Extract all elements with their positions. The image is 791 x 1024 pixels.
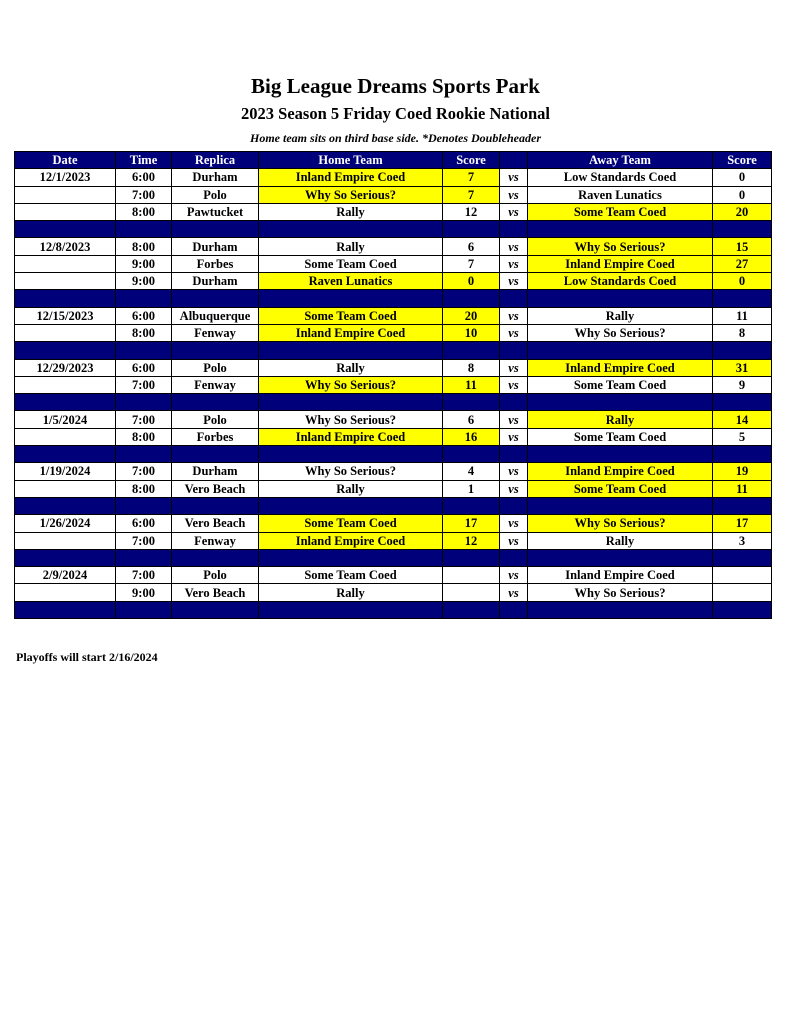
separator-cell xyxy=(116,601,172,618)
column-header-vs xyxy=(500,152,528,169)
home-team-cell: Inland Empire Coed xyxy=(259,324,443,341)
separator-cell xyxy=(15,342,116,359)
replica-field-cell: Albuquerque xyxy=(172,307,259,324)
game-row xyxy=(15,428,772,445)
separator-cell xyxy=(528,446,713,463)
away-team-cell: Rally xyxy=(528,532,713,549)
time-cell: 8:00 xyxy=(116,428,172,445)
time-cell: 7:00 xyxy=(116,411,172,428)
date-cell xyxy=(15,203,116,220)
home-score-cell: 12 xyxy=(443,532,500,549)
separator-cell xyxy=(443,394,500,411)
away-score-cell: 8 xyxy=(713,324,772,341)
replica-field-cell: Vero Beach xyxy=(172,480,259,497)
separator-cell xyxy=(443,446,500,463)
playoffs-note: Playoffs will start 2/16/2024 xyxy=(16,650,158,664)
home-team-cell: Raven Lunatics xyxy=(259,273,443,290)
separator-cell xyxy=(443,290,500,307)
separator-cell xyxy=(172,549,259,566)
separator-cell xyxy=(259,221,443,238)
separator-cell xyxy=(259,290,443,307)
separator-cell xyxy=(713,446,772,463)
away-team-cell: Some Team Coed xyxy=(528,480,713,497)
game-row xyxy=(15,532,772,549)
date-cell xyxy=(15,532,116,549)
replica-field-cell: Polo xyxy=(172,411,259,428)
away-team-cell: Why So Serious? xyxy=(528,515,713,532)
date-cell xyxy=(15,376,116,393)
game-row xyxy=(15,359,772,376)
time-cell: 7:00 xyxy=(116,186,172,203)
separator-cell xyxy=(116,549,172,566)
game-row xyxy=(15,273,772,290)
away-score-cell: 0 xyxy=(713,186,772,203)
away-score-cell: 19 xyxy=(713,463,772,480)
away-team-cell: Inland Empire Coed xyxy=(528,567,713,584)
separator-cell xyxy=(15,221,116,238)
away-team-cell: Inland Empire Coed xyxy=(528,359,713,376)
game-row xyxy=(15,463,772,480)
home-score-cell: 7 xyxy=(443,169,500,186)
replica-field-cell: Durham xyxy=(172,273,259,290)
away-team-cell: Some Team Coed xyxy=(528,376,713,393)
away-team-cell: Why So Serious? xyxy=(528,238,713,255)
separator-cell xyxy=(528,394,713,411)
away-team-cell: Low Standards Coed xyxy=(528,169,713,186)
separator-cell xyxy=(500,290,528,307)
separator-cell xyxy=(259,342,443,359)
separator-cell xyxy=(172,221,259,238)
date-cell xyxy=(15,324,116,341)
separator-cell xyxy=(116,497,172,514)
separator-cell xyxy=(500,342,528,359)
date-cell: 12/15/2023 xyxy=(15,307,116,324)
home-team-cell: Some Team Coed xyxy=(259,255,443,272)
away-team-cell: Raven Lunatics xyxy=(528,186,713,203)
game-row xyxy=(15,307,772,324)
replica-field-cell: Durham xyxy=(172,169,259,186)
separator-cell xyxy=(500,601,528,618)
separator-cell xyxy=(172,601,259,618)
replica-field-cell: Forbes xyxy=(172,428,259,445)
date-cell xyxy=(15,273,116,290)
separator-cell xyxy=(500,446,528,463)
separator-cell xyxy=(443,221,500,238)
away-score-cell xyxy=(713,584,772,601)
away-score-cell: 31 xyxy=(713,359,772,376)
separator-cell xyxy=(713,221,772,238)
column-header-home-team: Home Team xyxy=(259,152,443,169)
separator-cell xyxy=(15,446,116,463)
separator-cell xyxy=(172,342,259,359)
time-cell: 7:00 xyxy=(116,532,172,549)
replica-field-cell: Durham xyxy=(172,463,259,480)
separator-cell xyxy=(713,601,772,618)
separator-cell xyxy=(259,446,443,463)
away-score-cell: 5 xyxy=(713,428,772,445)
game-row xyxy=(15,584,772,601)
home-team-cell: Rally xyxy=(259,480,443,497)
date-cell xyxy=(15,480,116,497)
separator-cell xyxy=(500,497,528,514)
week-separator-row xyxy=(15,290,772,307)
week-separator-row xyxy=(15,549,772,566)
week-separator-row xyxy=(15,394,772,411)
replica-field-cell: Polo xyxy=(172,567,259,584)
column-header-replica: Replica xyxy=(172,152,259,169)
away-team-cell: Rally xyxy=(528,307,713,324)
away-team-cell: Low Standards Coed xyxy=(528,273,713,290)
game-row xyxy=(15,376,772,393)
replica-field-cell: Durham xyxy=(172,238,259,255)
vs-cell: vs xyxy=(500,238,528,255)
vs-cell: vs xyxy=(500,428,528,445)
separator-cell xyxy=(713,549,772,566)
home-score-cell: 1 xyxy=(443,480,500,497)
column-header-date: Date xyxy=(15,152,116,169)
separator-cell xyxy=(15,549,116,566)
home-score-cell: 0 xyxy=(443,273,500,290)
vs-cell: vs xyxy=(500,255,528,272)
separator-cell xyxy=(443,497,500,514)
home-score-cell: 11 xyxy=(443,376,500,393)
away-score-cell: 3 xyxy=(713,532,772,549)
date-cell xyxy=(15,255,116,272)
home-score-cell: 7 xyxy=(443,186,500,203)
vs-cell: vs xyxy=(500,169,528,186)
time-cell: 8:00 xyxy=(116,480,172,497)
away-score-cell: 17 xyxy=(713,515,772,532)
vs-cell: vs xyxy=(500,307,528,324)
game-row xyxy=(15,238,772,255)
date-cell xyxy=(15,584,116,601)
home-team-cell: Some Team Coed xyxy=(259,515,443,532)
replica-field-cell: Fenway xyxy=(172,324,259,341)
separator-cell xyxy=(528,601,713,618)
date-cell: 1/19/2024 xyxy=(15,463,116,480)
home-score-cell: 7 xyxy=(443,255,500,272)
schedule-body xyxy=(15,169,772,619)
away-score-cell: 0 xyxy=(713,169,772,186)
time-cell: 6:00 xyxy=(116,169,172,186)
vs-cell: vs xyxy=(500,515,528,532)
vs-cell: vs xyxy=(500,480,528,497)
page-title: Big League Dreams Sports Park xyxy=(251,74,540,98)
time-cell: 7:00 xyxy=(116,567,172,584)
away-score-cell: 9 xyxy=(713,376,772,393)
home-team-cell: Rally xyxy=(259,238,443,255)
home-team-cell: Why So Serious? xyxy=(259,376,443,393)
game-row xyxy=(15,480,772,497)
column-header-time: Time xyxy=(116,152,172,169)
week-separator-row xyxy=(15,221,772,238)
home-score-cell: 4 xyxy=(443,463,500,480)
date-cell: 12/1/2023 xyxy=(15,169,116,186)
vs-cell: vs xyxy=(500,463,528,480)
replica-field-cell: Polo xyxy=(172,186,259,203)
away-score-cell: 0 xyxy=(713,273,772,290)
week-separator-row xyxy=(15,497,772,514)
separator-cell xyxy=(713,290,772,307)
away-score-cell: 11 xyxy=(713,307,772,324)
game-row xyxy=(15,567,772,584)
home-score-cell: 20 xyxy=(443,307,500,324)
vs-cell: vs xyxy=(500,359,528,376)
separator-cell xyxy=(500,549,528,566)
home-team-cell: Rally xyxy=(259,359,443,376)
schedule-note: Home team sits on third base side. *Denotes Doubleheader xyxy=(250,131,541,145)
home-score-cell xyxy=(443,584,500,601)
vs-cell: vs xyxy=(500,273,528,290)
separator-cell xyxy=(259,601,443,618)
home-team-cell: Why So Serious? xyxy=(259,186,443,203)
separator-cell xyxy=(528,549,713,566)
replica-field-cell: Vero Beach xyxy=(172,584,259,601)
separator-cell xyxy=(500,394,528,411)
time-cell: 9:00 xyxy=(116,273,172,290)
separator-cell xyxy=(15,290,116,307)
separator-cell xyxy=(528,497,713,514)
home-score-cell: 6 xyxy=(443,238,500,255)
time-cell: 6:00 xyxy=(116,359,172,376)
page-subtitle: 2023 Season 5 Friday Coed Rookie National xyxy=(241,104,550,123)
separator-cell xyxy=(172,497,259,514)
home-team-cell: Rally xyxy=(259,203,443,220)
game-row xyxy=(15,324,772,341)
vs-cell: vs xyxy=(500,532,528,549)
separator-cell xyxy=(116,394,172,411)
week-separator-row xyxy=(15,342,772,359)
date-cell: 12/8/2023 xyxy=(15,238,116,255)
time-cell: 8:00 xyxy=(116,324,172,341)
separator-cell xyxy=(116,342,172,359)
home-team-cell: Why So Serious? xyxy=(259,411,443,428)
home-team-cell: Inland Empire Coed xyxy=(259,532,443,549)
separator-cell xyxy=(15,497,116,514)
separator-cell xyxy=(259,549,443,566)
separator-cell xyxy=(116,290,172,307)
home-score-cell: 16 xyxy=(443,428,500,445)
home-team-cell: Why So Serious? xyxy=(259,463,443,480)
away-score-cell: 11 xyxy=(713,480,772,497)
home-score-cell: 17 xyxy=(443,515,500,532)
separator-cell xyxy=(713,342,772,359)
column-header-home-score: Score xyxy=(443,152,500,169)
schedule-table xyxy=(14,151,772,619)
time-cell: 8:00 xyxy=(116,203,172,220)
away-team-cell: Why So Serious? xyxy=(528,324,713,341)
home-score-cell: 12 xyxy=(443,203,500,220)
separator-cell xyxy=(172,446,259,463)
time-cell: 8:00 xyxy=(116,238,172,255)
home-team-cell: Inland Empire Coed xyxy=(259,169,443,186)
vs-cell: vs xyxy=(500,411,528,428)
vs-cell: vs xyxy=(500,186,528,203)
date-cell: 1/5/2024 xyxy=(15,411,116,428)
vs-cell: vs xyxy=(500,203,528,220)
replica-field-cell: Vero Beach xyxy=(172,515,259,532)
time-cell: 7:00 xyxy=(116,463,172,480)
replica-field-cell: Pawtucket xyxy=(172,203,259,220)
separator-cell xyxy=(443,342,500,359)
header-row xyxy=(15,152,772,169)
separator-cell xyxy=(528,290,713,307)
time-cell: 9:00 xyxy=(116,255,172,272)
week-separator-row xyxy=(15,601,772,618)
away-team-cell: Inland Empire Coed xyxy=(528,255,713,272)
game-row xyxy=(15,515,772,532)
home-team-cell: Rally xyxy=(259,584,443,601)
separator-cell xyxy=(259,394,443,411)
separator-cell xyxy=(713,497,772,514)
separator-cell xyxy=(116,221,172,238)
separator-cell xyxy=(713,394,772,411)
replica-field-cell: Forbes xyxy=(172,255,259,272)
time-cell: 6:00 xyxy=(116,515,172,532)
away-score-cell xyxy=(713,567,772,584)
time-cell: 9:00 xyxy=(116,584,172,601)
separator-cell xyxy=(116,446,172,463)
away-score-cell: 15 xyxy=(713,238,772,255)
separator-cell xyxy=(443,601,500,618)
separator-cell xyxy=(528,221,713,238)
separator-cell xyxy=(259,497,443,514)
date-cell xyxy=(15,428,116,445)
game-row xyxy=(15,169,772,186)
away-team-cell: Some Team Coed xyxy=(528,203,713,220)
time-cell: 7:00 xyxy=(116,376,172,393)
away-score-cell: 14 xyxy=(713,411,772,428)
separator-cell xyxy=(172,394,259,411)
vs-cell: vs xyxy=(500,584,528,601)
column-header-away-score: Score xyxy=(713,152,772,169)
replica-field-cell: Fenway xyxy=(172,376,259,393)
vs-cell: vs xyxy=(500,567,528,584)
home-score-cell: 10 xyxy=(443,324,500,341)
away-team-cell: Rally xyxy=(528,411,713,428)
home-score-cell: 8 xyxy=(443,359,500,376)
replica-field-cell: Polo xyxy=(172,359,259,376)
separator-cell xyxy=(15,394,116,411)
separator-cell xyxy=(443,549,500,566)
date-cell: 12/29/2023 xyxy=(15,359,116,376)
home-team-cell: Some Team Coed xyxy=(259,307,443,324)
date-cell xyxy=(15,186,116,203)
away-score-cell: 20 xyxy=(713,203,772,220)
time-cell: 6:00 xyxy=(116,307,172,324)
date-cell: 2/9/2024 xyxy=(15,567,116,584)
home-score-cell xyxy=(443,567,500,584)
separator-cell xyxy=(528,342,713,359)
away-team-cell: Why So Serious? xyxy=(528,584,713,601)
date-cell: 1/26/2024 xyxy=(15,515,116,532)
away-team-cell: Some Team Coed xyxy=(528,428,713,445)
home-score-cell: 6 xyxy=(443,411,500,428)
vs-cell: vs xyxy=(500,324,528,341)
home-team-cell: Inland Empire Coed xyxy=(259,428,443,445)
game-row xyxy=(15,255,772,272)
separator-cell xyxy=(500,221,528,238)
column-header-away-team: Away Team xyxy=(528,152,713,169)
game-row xyxy=(15,411,772,428)
home-team-cell: Some Team Coed xyxy=(259,567,443,584)
separator-cell xyxy=(15,601,116,618)
away-team-cell: Inland Empire Coed xyxy=(528,463,713,480)
separator-cell xyxy=(172,290,259,307)
away-score-cell: 27 xyxy=(713,255,772,272)
game-row xyxy=(15,186,772,203)
week-separator-row xyxy=(15,446,772,463)
replica-field-cell: Fenway xyxy=(172,532,259,549)
vs-cell: vs xyxy=(500,376,528,393)
game-row xyxy=(15,203,772,220)
